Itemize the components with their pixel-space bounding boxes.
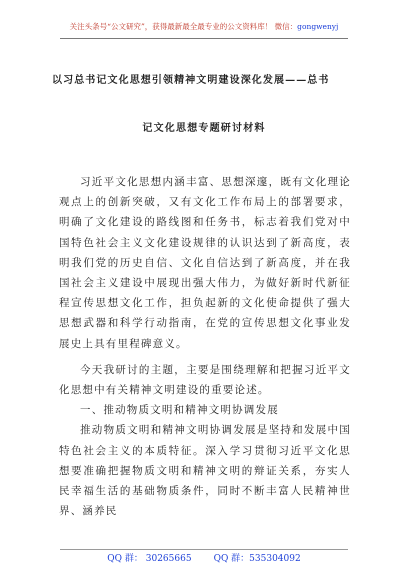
- footer-qq-group-1: QQ 群： 30265665: [107, 554, 192, 564]
- header-banner-text: 关注头条号“公文研究”，获得最新最全最专业的公文资料库！ 微信：: [69, 22, 298, 31]
- document-title: 以习总书记文化思想引领精神文明建设深化发展——总书: [52, 75, 330, 86]
- footer: [0, 553, 408, 565]
- header-wechat-id: gongwenyj: [297, 22, 339, 31]
- body-paragraph: 习近平文化思想内涵丰富、思想深邃，既有文化理论观点上的创新突破，又有文化工作布局上的部署要求，明确了文化建设的路线图和任务书，标志着我们党对中国特色社会主义文化建设规律的认识达到了新高度，表明我们党的历史自信、文化自信达到了新高度，并在我国社会主义建设中展现出强大伟力，为做好新时代新征程宣传思想文化工作，担负起新的文化使命提供了强大思想武器和科学行动指南，在党的宣传思想文化事业发展史上具有里程碑意义。: [59, 176, 351, 350]
- header-banner: [0, 22, 408, 32]
- section-heading: 一、推动物质文明和精神文明协调发展: [80, 404, 279, 417]
- document-subtitle: 记文化思想专题研讨材料: [142, 123, 266, 134]
- document-body: [59, 172, 351, 521]
- footer-qq-group-2: QQ 群：535304092: [213, 554, 301, 564]
- section-paragraph: 推动物质文明和精神文明协调发展是坚持和发展中国特色社会主义的本质特征。深入学习贯彻习近平文化思想要准确把握物质文明和精神文明的辩证关系，夯实人民幸福生活的基础物质条件，同时不断丰富人民精神世界、涵养民: [59, 424, 351, 518]
- body-paragraph: 今天我研讨的主题，主要是围绕理解和把握习近平文化思想中有关精神文明建设的重要论述。: [59, 363, 351, 397]
- header-divider: [60, 38, 348, 39]
- footer-divider: [60, 549, 348, 550]
